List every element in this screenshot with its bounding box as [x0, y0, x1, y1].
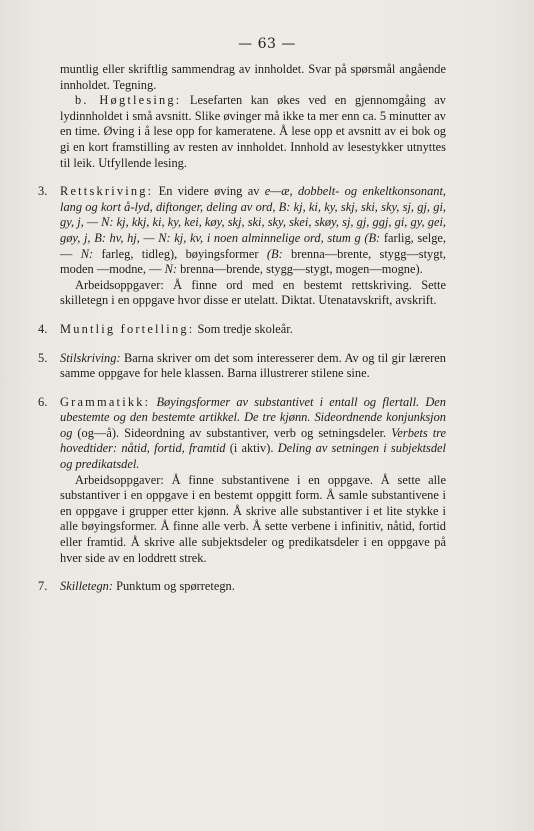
text-run: farleg, tidleg), bøyingsformer	[93, 246, 267, 261]
text-run: Barna skriver om det som interesserer dem. Av og til gir læreren samme oppgave for hele klassen. Barna illustrerer stilene sine.	[60, 350, 446, 381]
italic-run: e—æ, dobbelt- og enkeltkonsonant, lang og kort å-lyd, diftonger, deling av ord, B: kj, ki, ky, skj, ski, sky, sj, gj, gi, gy, j, — N: kj, kkj, ki, ky, kei, køy, skj, ski, sky, skei, skøy, sj, gj, ggj, gi, gy, gei, gøy, j, B: hv, hj, — N: kj, kv, i noen alminnelige ord, stum g (B:	[60, 184, 446, 245]
page-number: — 63 —	[238, 36, 296, 52]
rettskriving-content	[60, 184, 446, 278]
text-run: Som tredje skoleår.	[194, 321, 293, 336]
section-heading: Rettskriving:	[60, 184, 154, 199]
skilletegn-content	[60, 579, 446, 595]
italic-run: N:	[164, 262, 178, 277]
section-skilletegn	[38, 579, 446, 595]
section-heading: Muntlig fortelling:	[60, 321, 195, 336]
section-grammatikk	[38, 394, 446, 567]
section-number: 4.	[38, 321, 48, 336]
paragraph-summary: muntlig eller skriftlig sammendrag av innholdet. Svar på spørsmål angående innholdet. Tegning.	[60, 62, 446, 92]
section-heading: Skilletegn:	[60, 579, 113, 594]
grammatikk-content	[60, 395, 446, 473]
text-run: farlig, selge, —	[60, 230, 446, 261]
section-number: 5.	[38, 350, 48, 365]
section-number: 3.	[38, 184, 48, 199]
grammatikk-tasks: Arbeidsoppgaver: Å finne substantivene i en oppgave. Å sette alle substantiver i en oppgave i en bestemt oppgitt form. Å samle substantivene i en oppgave i grupper etter kjønn. Å skrive alle substantiver i et lite stykke i alle bøyingsformer. Å finne alle verb. Å sette verbene i infinitiv, nåtid, fortid eller framtid. Å skrive alle subjektsdeler og predikatsdeler i en oppgave på hver side av en loddrett strek.	[60, 472, 446, 565]
rettskriving-tasks: Arbeidsoppgaver: Å finne ord med en bestemt rettskriving. Sette skilletegn i en oppgave hvor disse er utelatt. Diktat. Utenatavskrift, avskrift.	[60, 277, 446, 308]
italic-run: Deling av setningen i subjektsdel og predikatsdel.	[60, 441, 446, 472]
muntlig-content	[60, 322, 446, 338]
section-number: 7.	[38, 579, 48, 594]
text-run: (i aktiv).	[225, 441, 278, 456]
text-run: En videre øving av	[153, 184, 265, 199]
paragraph-hogtlesing	[60, 93, 446, 171]
page-body	[38, 62, 446, 595]
text-run: (og—å). Sideordning av substantiver, verb og setningsdeler.	[72, 425, 392, 440]
italic-run: Verbets tre hovedtider: nåtid, fortid, framtid	[60, 425, 446, 456]
text-run: Punktum og spørretegn.	[112, 579, 235, 594]
section-heading: Stilskriving:	[60, 350, 121, 365]
text-run: brenna—brende, stygg—stygt, mogen—mogne).	[177, 262, 423, 277]
section-stilskriving	[38, 350, 446, 382]
section-muntlig-fortelling	[38, 321, 446, 338]
italic-run: Bøyingsformer av substantivet i entall og flertall. Den ubestemte og den bestemte artikkel. De tre kjønn. Sideordnende konjunksjon og	[60, 394, 446, 440]
stilskriving-content	[60, 351, 446, 382]
section-rettskriving	[38, 184, 446, 309]
italic-run: (B:	[266, 246, 283, 261]
section-number: 6.	[38, 394, 48, 409]
italic-run: N:	[80, 246, 94, 261]
hogtlesing-label: b. Høgtlesing:	[75, 93, 182, 108]
text-run: brenna—brente, stygg—stygt, moden —modne, —	[60, 246, 446, 277]
hogtlesing-text: Lesefarten kan økes ved en gjennomgåing av lydinnholdet i små avsnitt. Slike øvinger må ikke ta mer enn ca. 5 minutter av en time. Øving i å lese opp for kameratene. Å lese opp et avsnitt av ei bok og gi en kort framstilling av resten av innholdet. Innhold av lesestykker utnyttes til leik. Utfyllende lesing.	[60, 93, 446, 170]
section-heading: Grammatikk:	[60, 394, 151, 409]
